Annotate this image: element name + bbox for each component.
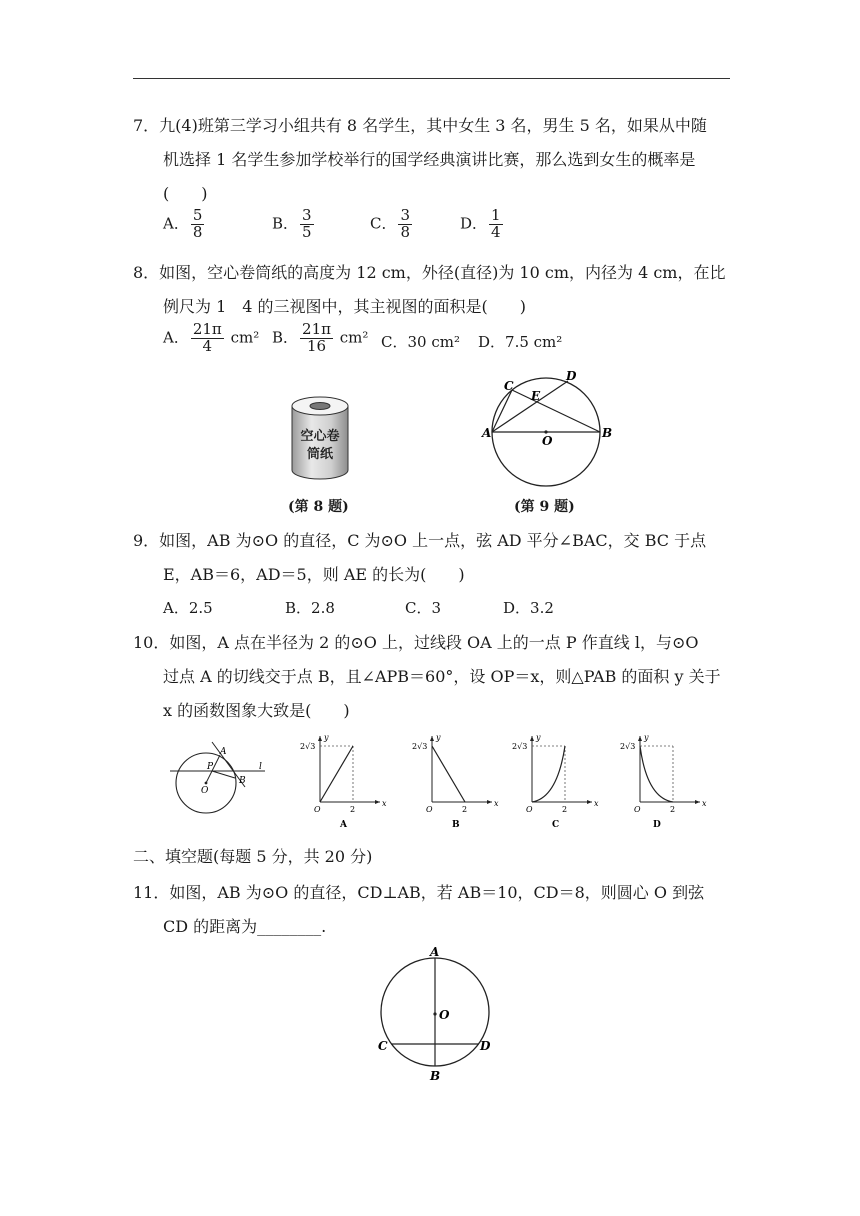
q8-option-a[interactable]: A． $\frac{21\pi}{4}$ cm² xyxy=(163,320,260,355)
label-e: E xyxy=(531,389,541,403)
graph-c[interactable] xyxy=(512,733,599,830)
figure-9-caption: (第 9 题) xyxy=(514,499,575,515)
q7-line2: 机选择 1 名学生参加学校举行的国学经典演讲比赛，那么选到女生的概率是 xyxy=(163,150,696,169)
q10-line2: 过点 A 的切线交于点 B，且∠APB＝60°，设 OP＝x，则△PAB 的面积 y 关于 xyxy=(163,667,721,686)
graph-b[interactable] xyxy=(412,733,499,830)
label-b: B xyxy=(602,426,613,440)
top-rule xyxy=(133,78,730,79)
section-heading: 二、填空题(每题 5 分，共 20 分) xyxy=(133,847,373,866)
graph-d[interactable] xyxy=(620,733,707,830)
fig11-label-d: D xyxy=(480,1039,491,1053)
label-c: C xyxy=(504,379,514,393)
fraction: $\frac{5}{8}$ xyxy=(192,206,203,241)
q7-line3: ( ) xyxy=(163,184,208,203)
q8-line2: 例尺为 1 4 的三视图中，其主视图的面积是( ) xyxy=(163,297,527,316)
origin-label: O xyxy=(426,805,433,814)
figure-10-graphs xyxy=(295,730,715,830)
q11-line2: CD 的距离为________. xyxy=(163,917,327,936)
ytick-label: 2√3 xyxy=(300,742,316,751)
y-axis-label: y xyxy=(644,733,649,742)
fig10-label-b: B xyxy=(239,776,246,786)
paper-roll-figure xyxy=(280,388,360,488)
fig11-label-b: B xyxy=(430,1069,441,1083)
ytick-label: 2√3 xyxy=(512,742,528,751)
y-axis-label: y xyxy=(536,733,541,742)
label-a: A xyxy=(482,426,492,440)
origin-label: O xyxy=(634,805,641,814)
q7-option-c[interactable]: C． $\frac{3}{8}$ xyxy=(370,206,411,241)
q8-option-b[interactable]: B． $\frac{21\pi}{16}$ cm² xyxy=(272,320,369,355)
x-axis-label: x xyxy=(382,799,387,808)
origin-label: O xyxy=(314,805,321,814)
figure-10-circle xyxy=(165,738,275,830)
fig11-label-a: A xyxy=(430,945,440,959)
q7-line1: 7．九(4)班第三学习小组共有 8 名学生，其中女生 3 名，男生 5 名，如果从中随 xyxy=(133,116,707,135)
graph-a-label: A xyxy=(340,820,347,830)
label-d: D xyxy=(566,369,577,383)
x-axis-label: x xyxy=(702,799,707,808)
x-axis-label: x xyxy=(594,799,599,808)
fig10-label-a: A xyxy=(220,747,227,757)
fraction: $\frac{3}{5}$ xyxy=(302,206,312,241)
q9-option-c[interactable]: C．3 xyxy=(405,599,442,617)
xtick-label: 2 xyxy=(562,805,568,814)
roll-text-1: 空心卷 xyxy=(300,429,340,444)
label-o: O xyxy=(542,434,553,448)
fig11-label-c: C xyxy=(378,1039,388,1053)
graph-c-label: C xyxy=(552,820,560,830)
q11-line1: 11．如图，AB 为⊙O 的直径，CD⊥AB，若 AB＝10，CD＝8，则圆心 O 到弦 xyxy=(133,883,705,902)
origin-label: O xyxy=(526,805,533,814)
figure-8-caption: (第 8 题) xyxy=(288,499,349,515)
q7-option-b[interactable]: B． $\frac{3}{5}$ xyxy=(272,206,312,241)
fig11-label-o: O xyxy=(439,1008,450,1022)
q7-option-d[interactable]: D． $\frac{1}{4}$ xyxy=(460,206,501,241)
ytick-label: 2√3 xyxy=(620,742,636,751)
q7-option-a[interactable]: A． $\frac{5}{8}$ xyxy=(163,206,203,241)
roll-text-2: 筒纸 xyxy=(306,447,334,462)
q8-line1: 8．如图，空心卷筒纸的高度为 12 cm，外径(直径)为 10 cm，内径为 4 cm，在比 xyxy=(133,263,726,282)
q8-option-d[interactable]: D．7.5 cm² xyxy=(478,333,563,351)
fig10-label-o: O xyxy=(201,786,209,796)
fraction: $\frac{21\pi}{4}$ xyxy=(192,320,222,355)
q8-option-c[interactable]: C．30 cm² xyxy=(381,333,460,351)
q10-line3: x 的函数图象大致是( ) xyxy=(163,701,350,720)
fraction: $\frac{21\pi}{16}$ xyxy=(302,320,331,355)
q9-option-d[interactable]: D．3.2 xyxy=(503,599,554,617)
graph-a[interactable] xyxy=(300,733,387,830)
xtick-label: 2 xyxy=(350,805,356,814)
ytick-label: 2√3 xyxy=(412,742,428,751)
figure-11-circle xyxy=(372,944,502,1084)
q10-line1: 10．如图，A 点在半径为 2 的⊙O 上，过线段 OA 上的一点 P 作直线 l，与⊙O xyxy=(133,633,699,652)
q9-option-a[interactable]: A．2.5 xyxy=(163,599,213,617)
q9-line1: 9．如图，AB 为⊙O 的直径，C 为⊙O 上一点，弦 AD 平分∠BAC，交 BC 于点 xyxy=(133,531,707,550)
xtick-label: 2 xyxy=(670,805,676,814)
fig10-label-l: l xyxy=(259,762,262,772)
graph-d-label: D xyxy=(653,820,661,830)
y-axis-label: y xyxy=(436,733,441,742)
y-axis-label: y xyxy=(324,733,329,742)
q9-option-b[interactable]: B．2.8 xyxy=(285,599,335,617)
figure-9-circle xyxy=(476,366,616,498)
q9-line2: E，AB＝6，AD＝5，则 AE 的长为( ) xyxy=(163,565,465,584)
xtick-label: 2 xyxy=(462,805,468,814)
fraction: $\frac{3}{8}$ xyxy=(400,206,411,241)
fraction: $\frac{1}{4}$ xyxy=(491,206,501,241)
graph-b-label: B xyxy=(452,820,460,830)
fig10-label-p: P xyxy=(207,762,214,772)
x-axis-label: x xyxy=(494,799,499,808)
